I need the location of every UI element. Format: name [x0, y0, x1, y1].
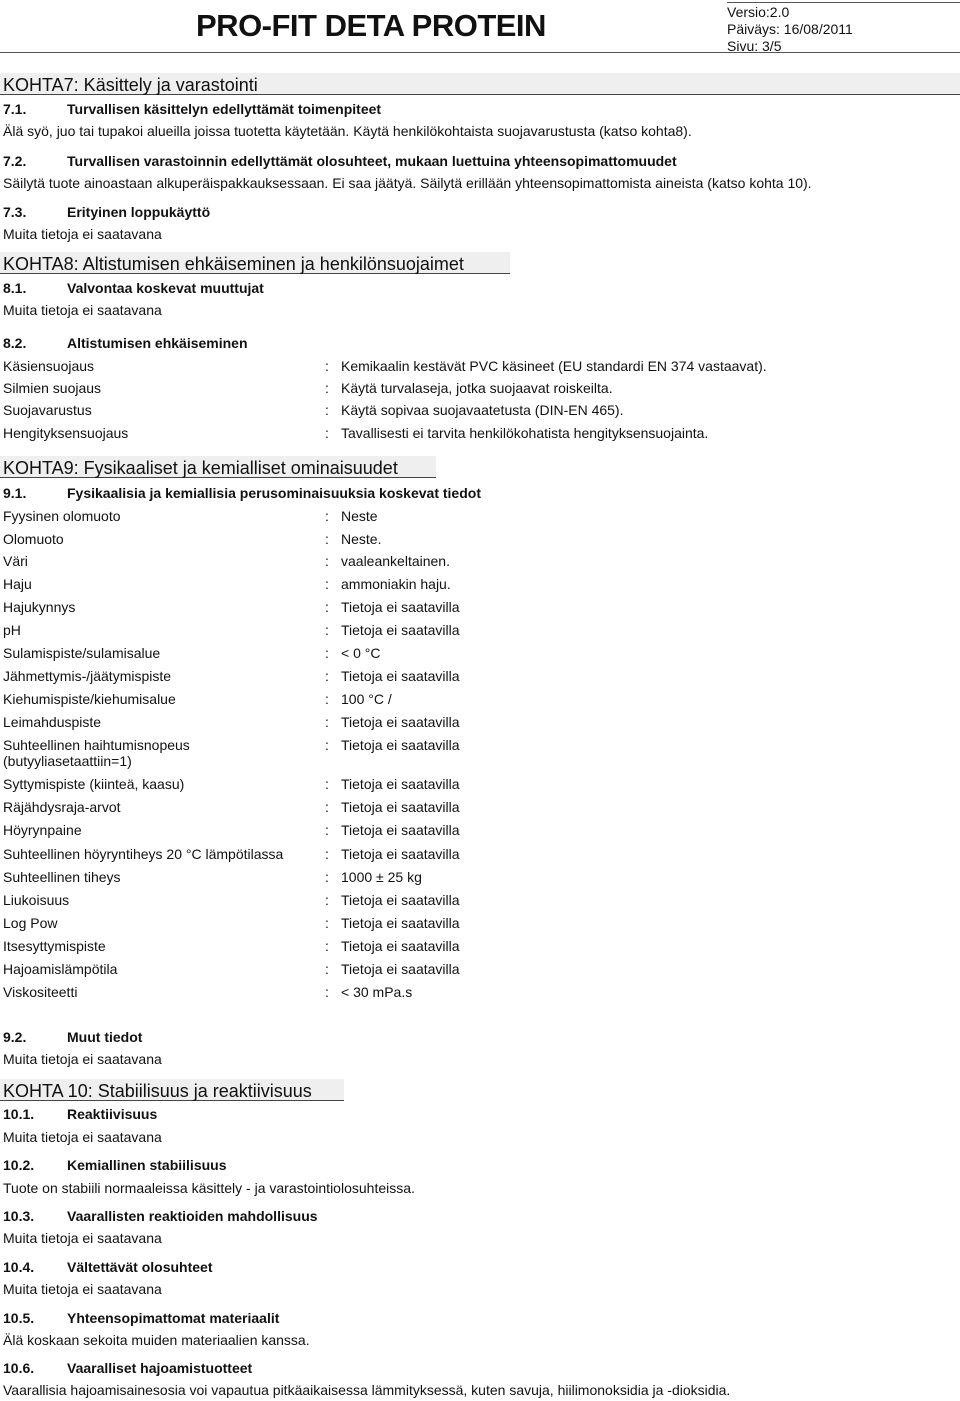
property-label: Haju [3, 576, 32, 592]
row-label: Hengityksensuojaus [3, 425, 129, 441]
section-10-header [0, 1079, 344, 1101]
subsection-10-2-text: Tuote on stabiili normaaleissa käsittely - ja varastointiolosuhteissa. [3, 1180, 415, 1196]
row-separator: : [325, 576, 329, 592]
subsection-7-3-text: Muita tietoja ei saatavana [3, 226, 162, 242]
property-value: Neste [341, 508, 378, 524]
row-separator: : [325, 691, 329, 707]
version-label: Versio:2.0 [727, 4, 790, 20]
row-separator: : [325, 984, 329, 1000]
page-number-label: Sivu: 3/5 [727, 38, 782, 54]
row-separator: : [325, 714, 329, 730]
subsection-10-5-text: Älä koskaan sekoita muiden materiaalien kanssa. [3, 1332, 310, 1348]
property-label: Väri [3, 553, 28, 569]
property-label: Suhteellinen haihtumisnopeus [3, 737, 190, 753]
property-label: Sulamispiste/sulamisalue [3, 645, 161, 661]
property-label: Jähmettymis-/jäätymispiste [3, 668, 172, 684]
subsection-10-6-text: Vaarallisia hajoamisainesosia voi vapautua pitkäaikaisessa lämmityksessä, kuten savuja, hiilimonoksidia ja -dioksidia. [3, 1382, 731, 1398]
section-7-header [0, 73, 960, 95]
property-label: Räjähdysraja-arvot [3, 799, 121, 815]
property-value: Tietoja ei saatavilla [341, 776, 460, 792]
property-value: Neste. [341, 531, 382, 547]
subsection-7-3: 7.3. Erityinen loppukäyttö [3, 204, 211, 220]
property-value: Tietoja ei saatavilla [341, 737, 460, 753]
subsection-7-1: 7.1. Turvallisen käsittelyn edellyttämät toimenpiteet [3, 101, 382, 117]
row-separator: : [325, 915, 329, 931]
property-value: Tietoja ei saatavilla [341, 714, 460, 730]
subsection-8-1: 8.1. Valvontaa koskevat muuttujat [3, 280, 264, 296]
row-separator: : [325, 508, 329, 524]
row-separator: : [325, 961, 329, 977]
property-value: vaaleankeltainen. [341, 553, 450, 569]
property-label: Viskositeetti [3, 984, 78, 1000]
property-value: 1000 ± 25 kg [341, 869, 422, 885]
row-separator: : [325, 425, 329, 441]
row-separator: : [325, 622, 329, 638]
subsection-7-2-text: Säilytä tuote ainoastaan alkuperäispakkauksessaan. Ei saa jäätyä. Säilytä erillään yhteensopimattomista aineista (katso kohta 10). [3, 175, 812, 191]
property-label: pH [3, 622, 21, 638]
subsection-9-2: 9.2. Muut tiedot [3, 1029, 143, 1045]
property-label: Log Pow [3, 915, 58, 931]
subsection-10-3: 10.3. Vaarallisten reaktioiden mahdollisuus [3, 1208, 318, 1224]
row-label: Suojavarustus [3, 402, 92, 418]
property-label: Suhteellinen höyryntiheys 20 °C lämpötilassa [3, 846, 284, 862]
subsection-7-1-text: Älä syö, juo tai tupakoi alueilla joissa tuotetta käytetään. Käytä henkilökohtaista suojavarustusta (katso kohta8). [3, 123, 692, 139]
property-value: Tietoja ei saatavilla [341, 799, 460, 815]
subsection-8-1-text: Muita tietoja ei saatavana [3, 302, 162, 318]
row-separator: : [325, 776, 329, 792]
subsection-9-1: 9.1. Fysikaalisia ja kemiallisia perusominaisuuksia koskevat tiedot [3, 485, 481, 501]
subsection-10-4: 10.4. Vältettävät olosuhteet [3, 1259, 213, 1275]
property-label: Hajukynnys [3, 599, 76, 615]
property-value: Tietoja ei saatavilla [341, 938, 460, 954]
subsection-10-2: 10.2. Kemiallinen stabiilisuus [3, 1157, 227, 1173]
header-rule [0, 52, 960, 53]
property-value: Tietoja ei saatavilla [341, 599, 460, 615]
subsection-10-6: 10.6. Vaaralliset hajoamistuotteet [3, 1360, 253, 1376]
row-separator: : [325, 402, 329, 418]
property-label: Höyrynpaine [3, 822, 82, 838]
subsection-10-4-text: Muita tietoja ei saatavana [3, 1281, 162, 1297]
property-label: Itsesyttymispiste [3, 938, 106, 954]
subsection-10-3-text: Muita tietoja ei saatavana [3, 1230, 162, 1246]
section-8-title: KOHTA8: Altistumisen ehkäiseminen ja henkilönsuojaimet [3, 254, 464, 274]
section-8-header [0, 252, 510, 274]
property-label: Kiehumispiste/kiehumisalue [3, 691, 176, 707]
section-9-title: KOHTA9: Fysikaaliset ja kemialliset ominaisuudet [3, 458, 398, 478]
row-separator: : [325, 846, 329, 862]
row-separator: : [325, 822, 329, 838]
date-label: Päiväys: 16/08/2011 [727, 21, 853, 37]
subsection-8-2: 8.2. Altistumisen ehkäiseminen [3, 335, 248, 351]
row-separator: : [325, 380, 329, 396]
row-separator: : [325, 892, 329, 908]
row-value: Käytä sopivaa suojavaatetusta (DIN-EN 465). [341, 402, 624, 418]
property-value: Tietoja ei saatavilla [341, 668, 460, 684]
row-separator: : [325, 358, 329, 374]
row-separator: : [325, 869, 329, 885]
row-separator: : [325, 553, 329, 569]
property-label-continued: (butyyliasetaattiin=1) [3, 753, 132, 769]
subsection-9-2-text: Muita tietoja ei saatavana [3, 1051, 162, 1067]
property-value: Tietoja ei saatavilla [341, 915, 460, 931]
property-label: Olomuoto [3, 531, 64, 547]
subsection-10-1: 10.1. Reaktiivisuus [3, 1106, 158, 1122]
row-label: Käsiensuojaus [3, 358, 95, 374]
subsection-10-5: 10.5. Yhteensopimattomat materiaalit [3, 1310, 280, 1326]
row-value: Tavallisesti ei tarvita henkilökohatista hengityksensuojainta. [341, 425, 709, 441]
property-value: Tietoja ei saatavilla [341, 846, 460, 862]
row-value: Käytä turvalaseja, jotka suojaavat roiskeilta. [341, 380, 613, 396]
property-value: 100 °C / [341, 691, 392, 707]
row-separator: : [325, 938, 329, 954]
row-label: Silmien suojaus [3, 380, 102, 396]
section-7-title: KOHTA7: Käsittely ja varastointi [3, 75, 258, 95]
document-title: PRO-FIT DETA PROTEIN [196, 8, 546, 43]
subsection-10-1-text: Muita tietoja ei saatavana [3, 1129, 162, 1145]
row-separator: : [325, 668, 329, 684]
row-separator: : [325, 531, 329, 547]
property-label: Liukoisuus [3, 892, 70, 908]
section-10-title: KOHTA 10: Stabiilisuus ja reaktiivisuus [3, 1081, 312, 1101]
property-label: Suhteellinen tiheys [3, 869, 121, 885]
property-label: Leimahduspiste [3, 714, 102, 730]
row-value: Kemikaalin kestävät PVC käsineet (EU standardi EN 374 vastaavat). [341, 358, 767, 374]
property-value: Tietoja ei saatavilla [341, 961, 460, 977]
property-label: Syttymispiste (kiinteä, kaasu) [3, 776, 185, 792]
property-value: Tietoja ei saatavilla [341, 822, 460, 838]
section-9-header [0, 456, 436, 478]
property-value: Tietoja ei saatavilla [341, 622, 460, 638]
subsection-7-2: 7.2. Turvallisen varastoinnin edellyttämät olosuhteet, mukaan luettuina yhteensopimattomuudet [3, 153, 677, 169]
row-separator: : [325, 799, 329, 815]
property-label: Hajoamislämpötila [3, 961, 118, 977]
row-separator: : [325, 645, 329, 661]
property-value: < 30 mPa.s [341, 984, 413, 1000]
row-separator: : [325, 737, 329, 753]
property-value: < 0 °C [341, 645, 381, 661]
property-value: ammoniakin haju. [341, 576, 451, 592]
row-separator: : [325, 599, 329, 615]
property-value: Tietoja ei saatavilla [341, 892, 460, 908]
header-top-rule [727, 2, 960, 3]
property-label: Fyysinen olomuoto [3, 508, 121, 524]
